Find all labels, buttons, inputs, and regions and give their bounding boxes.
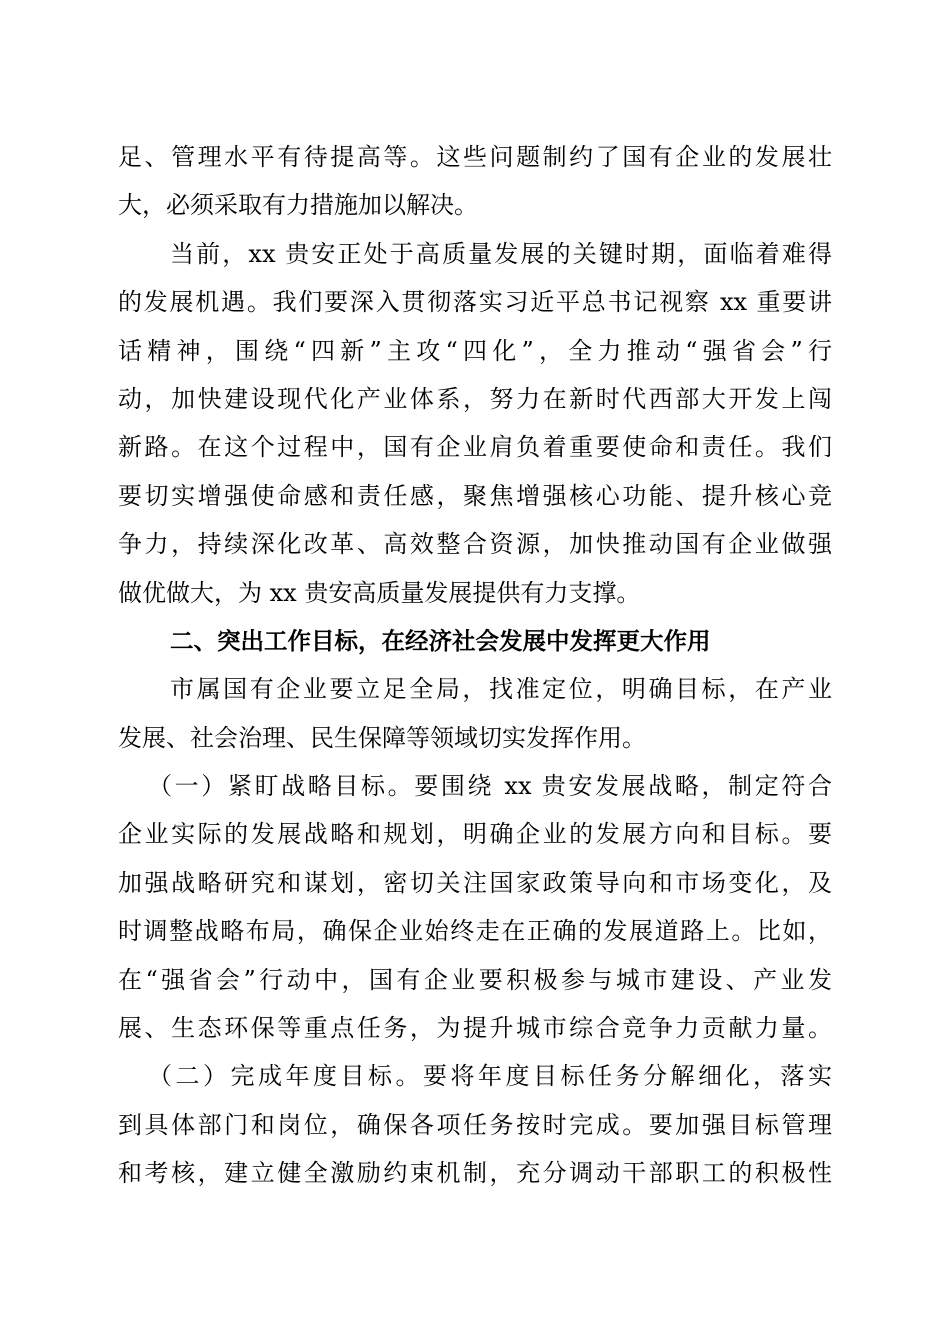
subsection-text: 要将年度目标任务分解细化，落实 (423, 1062, 832, 1091)
subsection-lead: （二）完成年度目标。 (148, 1062, 423, 1091)
body-text-line: 话精神，围绕“四新”主攻“四化”，全力推动“强省会”行 (118, 336, 832, 365)
body-text-line: 展、生态环保等重点任务，为提升城市综合竞争力贡献力量。 (118, 1014, 832, 1043)
body-text-line: 当前，xx 贵安正处于高质量发展的关键时期，面临着难得 (170, 239, 832, 268)
body-text-line: 加强战略研究和谋划，密切关注国家政策导向和市场变化，及 (118, 868, 832, 897)
body-text-line: 发展、社会治理、民生保障等领域切实发挥作用。 (118, 723, 646, 752)
body-text-line: 新路。在这个过程中，国有企业肩负着重要使命和责任。我们 (118, 433, 832, 462)
body-text-line: 做优做大，为 xx 贵安高质量发展提供有力支撑。 (118, 578, 641, 607)
body-text-line: 企业实际的发展战略和规划，明确企业的发展方向和目标。要 (118, 820, 832, 849)
body-text-line: 时调整战略布局，确保企业始终走在正确的发展道路上。比如， (118, 917, 832, 946)
body-text-line: 到具体部门和岗位，确保各项任务按时完成。要加强目标管理 (118, 1110, 832, 1139)
document-page (118, 133, 832, 1198)
subsection-line (118, 1052, 832, 1100)
subsection-line (118, 762, 832, 810)
section-heading: 二、突出工作目标，在经济社会发展中发挥更大作用 (170, 626, 711, 655)
subsection-text: 要围绕 xx 贵安发展战略，制定符合 (414, 772, 833, 801)
body-text-line: 大，必须采取有力措施加以解决。 (118, 191, 478, 220)
body-text-line: 动，加快建设现代化产业体系，努力在新时代西部大开发上闯 (118, 384, 832, 413)
subsection-lead: （一）紧盯战略目标。 (148, 772, 415, 801)
body-text-line: 足、管理水平有待提高等。这些问题制约了国有企业的发展壮 (118, 143, 832, 171)
body-text-line: 在“强省会”行动中，国有企业要积极参与城市建设、产业发 (118, 965, 832, 994)
body-text-line: 争力，持续深化改革、高效整合资源，加快推动国有企业做强 (118, 530, 832, 559)
body-text-line: 和考核，建立健全激励约束机制，充分调动干部职工的积极性 (118, 1159, 832, 1188)
body-text-line: 的发展机遇。我们要深入贯彻落实习近平总书记视察 xx 重要讲 (118, 288, 832, 317)
body-text-line: 要切实增强使命感和责任感，聚焦增强核心功能、提升核心竞 (118, 481, 832, 510)
body-text-line: 市属国有企业要立足全局，找准定位，明确目标，在产业 (170, 675, 832, 704)
